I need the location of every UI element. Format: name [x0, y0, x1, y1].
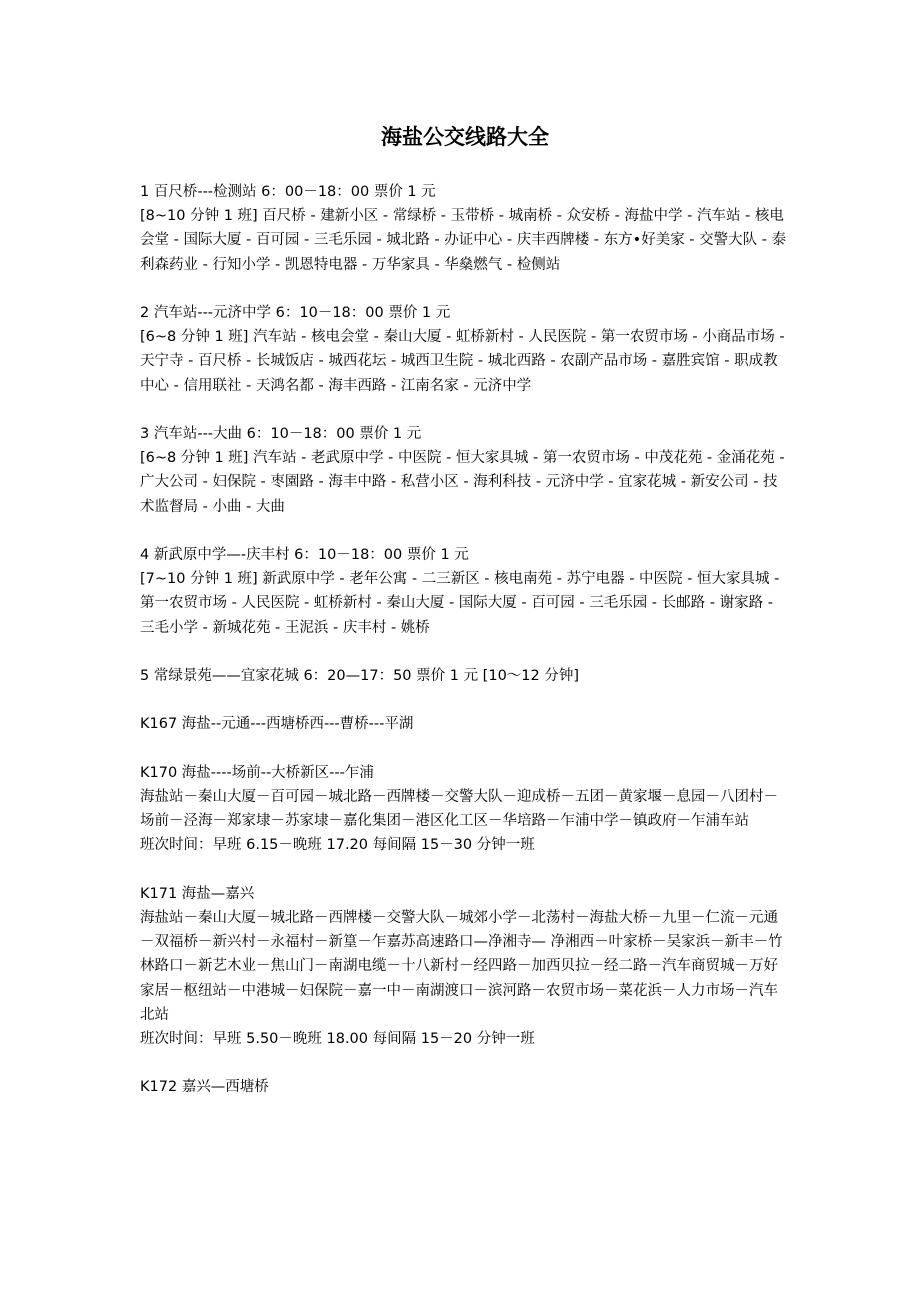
route-3: [140, 422, 790, 519]
route-4: [140, 543, 790, 640]
route-stops: [6~8 分钟 1 班] 汽车站 - 核电会堂 - 秦山大厦 - 虹桥新村 - 人民医院 - 第一农贸市场 - 小商品市场 - 天宁寺 - 百尺桥 - 长城饭店 - 城西花坛 - 城西卫生院 - 城北西路 - 农副产品市场 - 嘉胜宾馆 - 职成教中心 - 信用联社 - 天鸿名都 - 海丰西路 - 江南名家 - 元济中学: [140, 329, 785, 394]
route-stops: [8~10 分钟 1 班] 百尺桥 - 建新小区 - 常绿桥 - 玉带桥 - 城南桥 - 众安桥 - 海盐中学 - 汽车站 - 核电会堂 - 国际大厦 - 百可园 - 三毛乐园 - 城北路 - 办证中心 - 庆丰西牌楼 - 东方•好美家 - 交警大队 - 泰利森药业 - 行知小学 - 凯恩特电器 - 万华家具 - 华燊燃气 - 检侧站: [140, 208, 787, 273]
route-list: [140, 180, 790, 1124]
route-header: 1 百尺桥---检测站 6：00－18：00 票价 1 元: [140, 184, 436, 200]
route-header: K167 海盐--元通---西塘桥西---曹桥---平湖: [140, 716, 414, 733]
route-1: [140, 180, 790, 277]
route-2: [140, 301, 790, 398]
route-header: K170 海盐----场前--大桥新区---乍浦: [140, 764, 374, 781]
page-title: 海盐公交线路大全: [381, 125, 549, 149]
route-header: K171 海盐—嘉兴: [140, 885, 255, 902]
route-schedule: 班次时间：早班 5.50－晚班 18.00 每间隔 15－20 分钟一班: [140, 1031, 535, 1047]
route-stops: 海盐站－秦山大厦－百可园－城北路－西牌楼－交警大队－迎成桥－五团－黄家堰－息园－八团村－场前－泾海－郑家埭－苏家埭－嘉化集团－港区化工区－华培路－乍浦中学－镇政府－乍浦车站: [140, 788, 778, 830]
route-stops: 海盐站－秦山大厦－城北路－西牌楼－交警大队－城郊小学－北荡村－海盐大桥－九里－仁流－元通－双福桥－新兴村－永福村－新篁－乍嘉苏高速路口—净湘寺— 净湘西－叶家桥－吴家浜－新丰－竹林路口－新艺木业－焦山门－南湖电缆－十八新村－经四路－加西贝拉－经二路－汽车商贸城－万好家居－枢纽站－中港城－妇保院－嘉一中－南湖渡口－滨河路－农贸市场－菜花浜－人力市场－汽车北站: [140, 909, 783, 1023]
route-5: [140, 664, 790, 688]
route-stops: [6~8 分钟 1 班] 汽车站 - 老武原中学 - 中医院 - 恒大家具城 - 第一农贸市场 - 中茂花苑 - 金涌花苑 - 广大公司 - 妇保院 - 枣園路 - 海丰中路 - 私营小区 - 海利科技 - 元济中学 - 宜家花城 - 新安公司 - 技术监督局 - 小曲 - 大曲: [140, 450, 785, 515]
route-k170: [140, 761, 790, 858]
route-schedule: 班次时间：早班 6.15－晚班 17.20 每间隔 15－30 分钟一班: [140, 837, 535, 854]
route-k172: [140, 1075, 790, 1099]
route-header: 3 汽车站---大曲 6：10－18：00 票价 1 元: [140, 426, 422, 442]
route-header: K172 嘉兴—西塘桥: [140, 1079, 269, 1096]
route-header: 5 常绿景苑——宜家花城 6：20—17：50 票价 1 元 [10～12 分钟]: [140, 668, 580, 684]
route-k171: [140, 882, 790, 1051]
route-stops: [7~10 分钟 1 班] 新武原中学 - 老年公寓 - 二三新区 - 核电南苑 - 苏宁电器 - 中医院 - 恒大家具城 - 第一农贸市场 - 人民医院 - 虹桥新村 - 秦山大厦 - 国际大厦 - 百可园 - 三毛乐园 - 长邮路 - 谢家路 - 三毛小学 - 新城花苑 - 王泥浜 - 庆丰村 - 姚桥: [140, 571, 780, 636]
route-header: 2 汽车站---元济中学 6：10－18：00 票价 1 元: [140, 305, 451, 321]
route-header: 4 新武原中学—-庆丰村 6：10－18：00 票价 1 元: [140, 547, 469, 563]
route-k167: [140, 712, 790, 736]
